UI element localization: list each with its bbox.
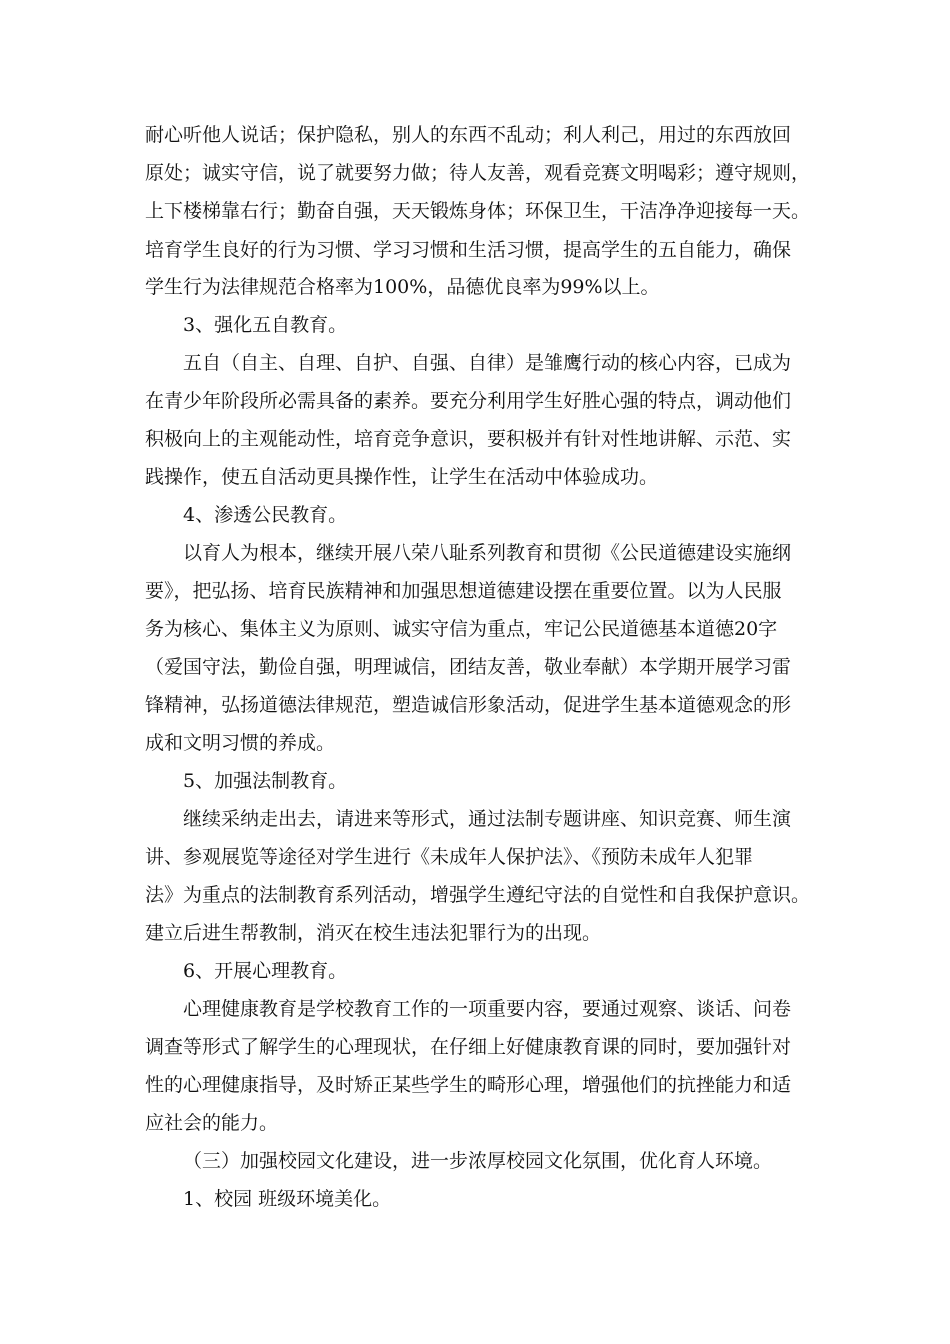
text-line: 锋精神，弘扬道德法律规范，塑造诚信形象活动，促进学生基本道德观念的形	[145, 694, 792, 716]
text-line: （爱国守法，勤俭自强，明理诚信，团结友善，敬业奉献）本学期开展学习雷	[145, 656, 792, 678]
text-line: 学生行为法律规范合格率为100%，品德优良率为99%以上。	[145, 276, 660, 298]
text-line: 应社会的能力。	[145, 1112, 279, 1134]
text-line: 务为核心、集体主义为原则、诚实守信为重点，牢记公民道德基本道德20字	[145, 618, 778, 640]
text-line: 培育学生良好的行为习惯、学习习惯和生活习惯，提高学生的五自能力，确保	[145, 239, 792, 261]
text-line: 法》为重点的法制教育系列活动，增强学生遵纪守法的自觉性和自我保护意识。	[145, 884, 811, 906]
text-line: 调查等形式了解学生的心理现状，在仔细上好健康教育课的同时，要加强针对	[145, 1036, 792, 1058]
text-line: 原处；诚实守信，说了就要努力做；待人友善，观看竞赛文明喝彩；遵守规则，	[145, 162, 811, 184]
text-line: 以育人为根本，继续开展八荣八耻系列教育和贯彻《公民道德建设实施纲	[183, 542, 792, 564]
text-line: 要》，把弘扬、培育民族精神和加强思想道德建设摆在重要位置。以为人民服	[145, 580, 782, 602]
section-heading: 6、开展心理教育。	[183, 960, 348, 982]
text-line: 性的心理健康指导，及时矫正某些学生的畸形心理，增强他们的抗挫能力和适	[145, 1074, 792, 1096]
section-heading: （三）加强校园文化建设，进一步浓厚校园文化氛围，优化育人环境。	[183, 1150, 773, 1172]
text-line: 在青少年阶段所必需具备的素养。要充分利用学生好胜心强的特点，调动他们	[145, 390, 792, 412]
text-line: 继续采纳走出去，请进来等形式，通过法制专题讲座、知识竞赛、师生演	[183, 808, 792, 830]
text-line: 心理健康教育是学校教育工作的一项重要内容，要通过观察、谈话、问卷	[183, 998, 792, 1020]
section-heading: 1、校园 班级环境美化。	[183, 1188, 392, 1210]
section-heading: 5、加强法制教育。	[183, 770, 348, 792]
text-line: 积极向上的主观能动性，培育竞争意识，要积极并有针对性地讲解、示范、实	[145, 428, 792, 450]
text-line: 上下楼梯靠右行；勤奋自强，天天锻炼身体；环保卫生，干洁净净迎接每一天。	[145, 200, 811, 222]
text-line: 五自（自主、自理、自护、自强、自律）是雏鹰行动的核心内容，已成为	[183, 352, 792, 374]
section-heading: 4、渗透公民教育。	[183, 504, 348, 526]
text-line: 建立后进生帮教制，消灭在校生违法犯罪行为的出现。	[145, 922, 602, 944]
text-line: 讲、参观展览等途径对学生进行《未成年人保护法》、《预防未成年人犯罪	[145, 846, 754, 868]
text-line: 成和文明习惯的养成。	[145, 732, 336, 754]
text-line: 践操作，使五自活动更具操作性，让学生在活动中体验成功。	[145, 466, 659, 488]
section-heading: 3、强化五自教育。	[183, 314, 348, 336]
text-line: 耐心听他人说话；保护隐私，别人的东西不乱动；利人利己，用过的东西放回	[145, 124, 792, 146]
